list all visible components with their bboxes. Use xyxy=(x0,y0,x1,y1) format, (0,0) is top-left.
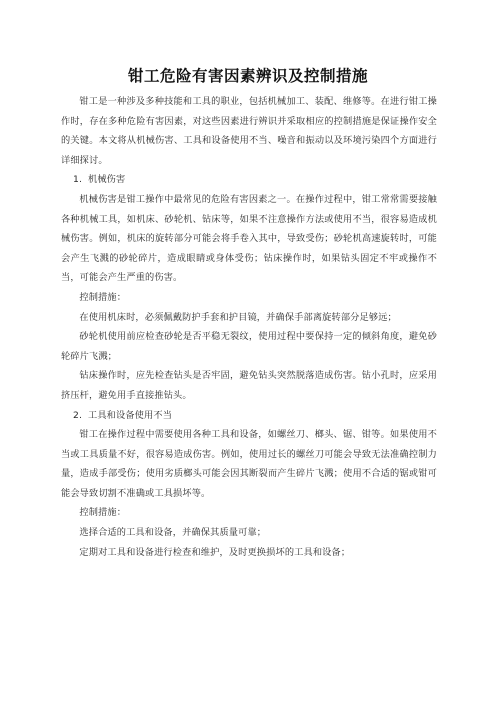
section-body-paragraph: 钳工在操作过程中需要使用各种工具和设备，如螺丝刀、榔头、锯、钳等。如果使用不当或工具质量不好，很容易造成伤害。例如，使用过长的螺丝刀可能会导致无法准确控制力量，造成手部受伤；使用劣质榔头可能会因其断裂而产生碎片飞溅；使用不合适的锯或钳可能会导致切割不准确或工具损坏等。 xyxy=(61,429,437,499)
measure-item: 砂轮机使用前应检查砂轮是否平稳无裂纹，使用过程中要保持一定的倾斜角度，避免砂轮碎片飞溅； xyxy=(61,331,437,362)
measure-item: 在使用机床时，必须佩戴防护手套和护目镜，并确保手部离旋转部分足够远； xyxy=(79,311,397,323)
section-heading-text: 机械伤害 xyxy=(88,174,126,186)
measures-label: 控制措施： xyxy=(79,507,127,519)
section-body-paragraph: 机械伤害是钳工操作中最常见的危险有害因素之一。在操作过程中，钳工常常需要接触各种机械工具，如机床、砂轮机、钻床等，如果不注意操作方法或使用不当，很容易造成机械伤害。例如，机床的旋转部分可能会将手卷入其中，导致受伤；砂轮机高速旋转时，可能会产生飞溅的砂轮碎片，造成眼睛或身体受伤；钻床操作时，如果钻头固定不牢或操作不当，可能会产生严重的伤害。 xyxy=(61,193,437,284)
measure-item: 选择合适的工具和设备，并确保其质量可靠； xyxy=(79,527,267,539)
measures-label: 控制措施： xyxy=(79,291,127,303)
section-heading-1 xyxy=(61,170,437,190)
intro-paragraph: 钳工是一种涉及多种技能和工具的职业，包括机械加工、装配、维修等。在进行钳工操作时，存在多种危险有害因素，对这些因素进行辨识并采取相应的控制措施是保证操作安全的关键。本文将从机械伤害、工具和设备使用不当、噪音和振动以及环境污染四个方面进行详细探讨。 xyxy=(61,96,437,166)
document-body xyxy=(61,92,437,562)
section-number: 2. xyxy=(73,409,83,421)
section-heading-2 xyxy=(61,406,437,426)
measure-item: 钻床操作时，应先检查钻头是否牢固，避免钻头突然脱落造成伤害。钻小孔时，应采用挤压杆，避免用手直接推钻头。 xyxy=(61,370,437,401)
document-title: 钳工危险有害因素辨识及控制措施 xyxy=(127,67,368,85)
section-heading-text: 工具和设备使用不当 xyxy=(88,409,173,421)
measure-item: 定期对工具和设备进行检查和维护，及时更换损坏的工具和设备； xyxy=(79,546,351,558)
section-number: 1. xyxy=(73,174,83,186)
